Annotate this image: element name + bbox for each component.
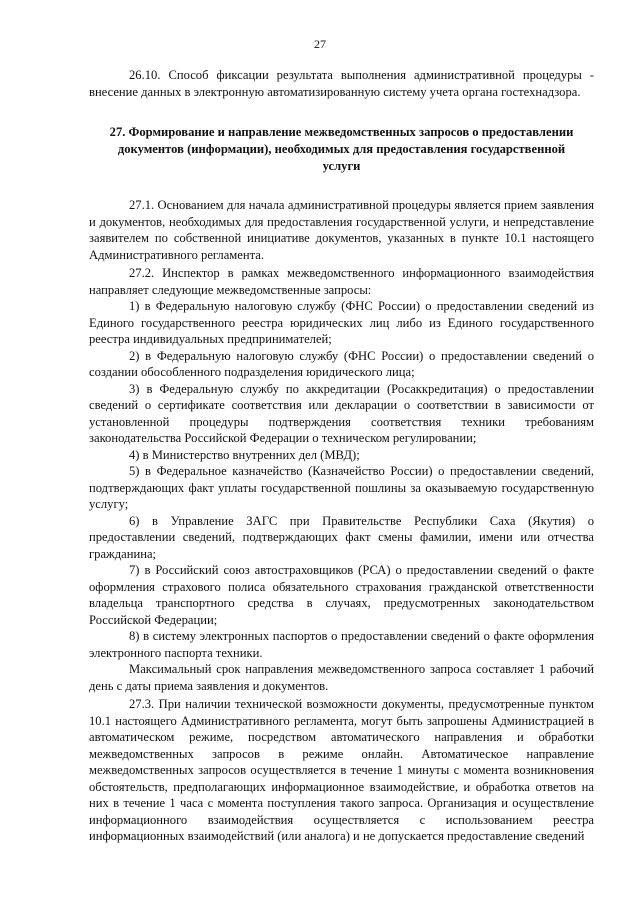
list-item-2: 2) в Федеральную налоговую службу (ФНС России) о предоставлении сведений о создании обособленного подразделения юридического лица; (89, 348, 594, 379)
paragraph-27-2: 27.2. Инспектор в рамках межведомственного информационного взаимодействия направляет следующие межведомственные запросы: (89, 266, 594, 297)
list-item-6: 6) в Управление ЗАГС при Правительстве Республики Саха (Якутия) о предоставлении сведений, подтверждающих факт смены фамилии, имени или отчества гражданина; (89, 513, 594, 561)
list-item-7: 7) в Российский союз автостраховщиков (РСА) о предоставлении сведений о факте оформления страхового полиса обязательного страхования гражданской ответственности владельца транспортного средства в случаях, предусмотренных законодательством Российской Федерации; (89, 563, 594, 627)
section-heading: 27. Формирование и направление межведомственных запросов о предоставлении документов (информации), необходимых для предоставления государственной услуги (109, 125, 574, 173)
list-item-8: 8) в систему электронных паспортов о предоставлении сведений о факте оформления электронного паспорта техники. (89, 629, 594, 660)
list-item-4: 4) в Министерство внутренних дел (МВД); (129, 447, 360, 462)
list-item-3: 3) в Федеральную службу по аккредитации (Росаккредитация) о предоставлении сведений о сертификате соответствия или декларации о соответствии в зависимости от установленной процедуры подтверждения соответствия техники требованиям законодательства Российской Федерации о техническом регулировании; (89, 381, 594, 445)
paragraph-27-1: 27.1. Основанием для начала административной процедуры является прием заявления и документов, необходимых для предоставления государственной услуги, и непредставление заявителем по собственной инициативе документов, указанных в пункте 10.1 настоящего Административного регламента. (89, 198, 594, 262)
paragraph-max-term: Максимальный срок направления межведомственного запроса составляет 1 рабочий день с даты приема заявления и документов. (89, 662, 594, 693)
paragraph-27-3: 27.3. При наличии технической возможности документы, предусмотренные пунктом 10.1 настоящего Административного регламента, могут быть запрошены Администрацией в автоматическом режиме, посредством автоматического направления и обработки межведомственных запросов в режиме онлайн. Автоматическое направление межведомственных запросов осуществляется в течение 1 минуты с момента возникновения обстоятельств, предполагающих информационное взаимодействие, и обработка ответов на них в течение 1 часа с момента поступления такого запроса. Организация и осуществление информационного взаимодействия осуществляется с использованием реестра информационных взаимодействий (или аналога) и не допускается предоставление сведений (89, 697, 594, 843)
list-item-5: 5) в Федеральное казначейство (Казначейство России) о предоставлении сведений, подтверждающих факт уплаты государственной пошлины за оказываемую государственную услугу; (89, 464, 594, 511)
paragraph-26-10: 26.10. Способ фиксации результата выполнения административной процедуры - внесение данных в электронную автоматизированную систему учета органа гостехнадзора. (89, 68, 594, 99)
document-body (89, 67, 594, 845)
list-item-1: 1) в Федеральную налоговую службу (ФНС России) о предоставлении сведений из Единого государственного реестра юридических лиц либо из Единого государственного реестра индивидуальных предпринимателей; (89, 299, 594, 346)
page-number: 27 (314, 37, 326, 51)
